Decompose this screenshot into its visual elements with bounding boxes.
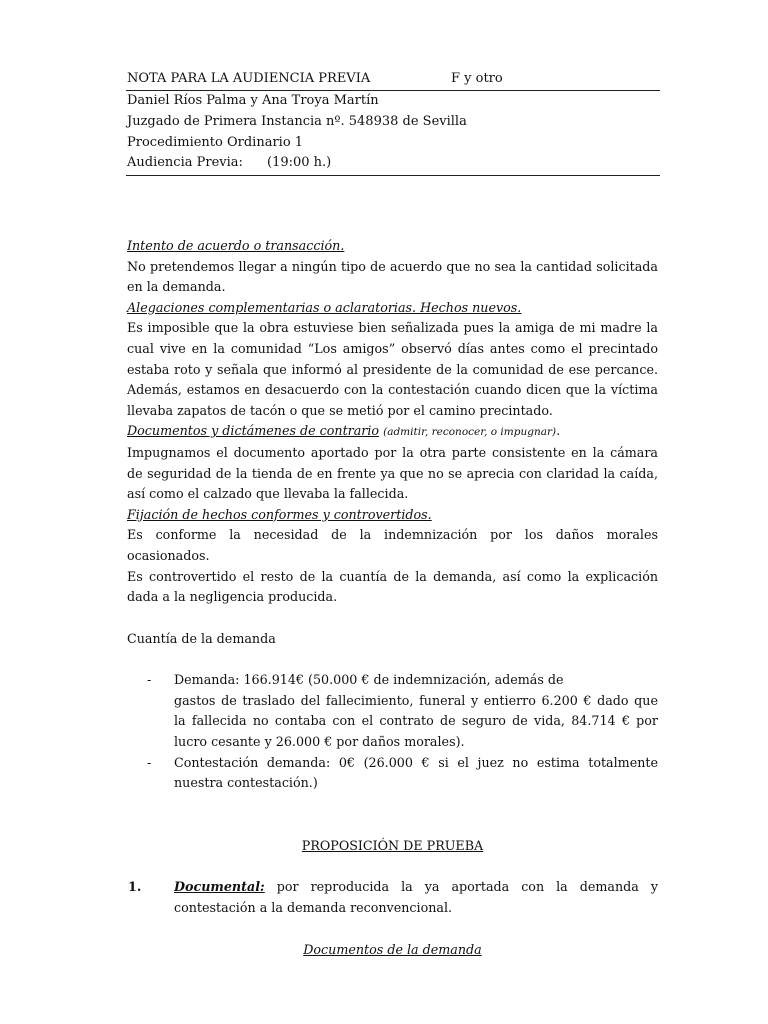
court-name: Juzgado de Primera Instancia nº. 548938 de Sevilla: [127, 114, 467, 129]
evidence-line-2: contestación a la demanda reconvencional.: [174, 900, 453, 916]
evidence-item-label: Documental:: [174, 879, 265, 895]
spacer: [127, 856, 658, 877]
section-heading-evidence: PROPOSICIÓN DE PRUEBA: [301, 837, 484, 853]
hearing-time: (19:00 h.): [267, 155, 332, 170]
amount-item-claim: [127, 670, 658, 752]
agreement-line-1: No pretendemos llegar a ningún tipo de acuerdo que no sea la cantidad solicitada: [127, 258, 658, 274]
spacer: [127, 608, 658, 629]
claim-line-4: lucro cesante y 26.000 € por daños morales).: [174, 734, 465, 750]
section-heading-allegations: Alegaciones complementarias o aclaratorias. Hechos nuevos.: [127, 299, 522, 315]
section-heading-facts: Fijación de hechos conformes y controvertidos.: [127, 506, 432, 522]
documents-heading-note: (admitir, reconocer, o impugnar): [383, 426, 557, 439]
allegations-line-5: llevaba zapatos de tacón o que se metió por el camino precintado.: [127, 402, 553, 418]
claim-line-1: Demanda: 166.914€ (50.000 € de indemnización, además de: [174, 672, 564, 688]
list-dash: -: [147, 754, 152, 770]
amount-item-answer: [127, 753, 658, 794]
document-title: NOTA PARA LA AUDIENCIA PREVIA: [127, 71, 371, 86]
allegations-line-1: Es imposible que la obra estuviese bien señalizada pues la amiga de mi madre la: [127, 320, 658, 336]
header-rule-bottom: [126, 175, 660, 176]
hearing-label: Audiencia Previa:: [127, 155, 243, 170]
answer-line-2: nuestra contestación.): [174, 775, 318, 791]
evidence-line-1: [174, 877, 658, 898]
allegations-line-3: estaba roto y señala que informó al presidente de la comunidad de ese percance.: [127, 361, 658, 377]
spacer: [127, 649, 658, 670]
evidence-item-number: 1.: [128, 879, 142, 895]
section-heading-documents: [127, 421, 658, 443]
section-heading-agreement: Intento de acuerdo o transacción.: [127, 238, 345, 253]
evidence-item-1: [127, 877, 658, 918]
agreement-line-2: en la demanda.: [127, 279, 226, 295]
spacer: [127, 815, 658, 836]
list-dash: -: [147, 672, 152, 688]
spacer: [127, 919, 658, 940]
evidence-line-1-text: por reproducida la ya aportada con la demanda y: [264, 879, 658, 895]
section-heading-amount: Cuantía de la demanda: [127, 630, 276, 646]
parties-names: Daniel Ríos Palma y Ana Troya Martín: [127, 93, 379, 108]
allegations-line-4: Además, estamos en desacuerdo con la contestación cuando dicen que la víctima: [127, 382, 658, 398]
spacer: [127, 794, 658, 815]
facts-line-4: dada a la negligencia producida.: [127, 589, 338, 605]
claim-line-2: gastos de traslado del fallecimiento, funeral y entierro 6.200 € dado que: [174, 692, 658, 708]
document-body: [127, 236, 658, 960]
facts-line-3: Es controvertido el resto de la cuantía de la demanda, así como la explicación: [127, 568, 658, 584]
claim-line-3: la fallecida no contaba con el contrato de seguro de vida, 84.714 € por: [174, 713, 658, 729]
header-rule-top: [126, 90, 660, 91]
answer-line-1: Contestación demanda: 0€ (26.000 € si el juez no estima totalmente: [174, 754, 658, 770]
documents-line-2: de seguridad de la tienda de en frente ya que no se aprecia con claridad la caída,: [127, 465, 658, 481]
facts-line-1: Es conforme la necesidad de la indemnización por los daños morales: [127, 527, 658, 543]
procedure-name: Procedimiento Ordinario 1: [127, 135, 304, 150]
documents-heading-text: Documentos y dictámenes de contrario: [127, 423, 380, 439]
evidence-subheading: Documentos de la demanda: [303, 941, 482, 957]
documents-line-3: así como el calzado que llevaba la fallecida.: [127, 486, 409, 502]
parties-short: F y otro: [451, 71, 503, 86]
allegations-line-2: cual vive en la comunidad “Los amigos” observó días antes como el precintado: [127, 340, 658, 356]
documents-heading-end: .: [556, 423, 561, 439]
facts-line-2: ocasionados.: [127, 547, 210, 563]
documents-line-1: Impugnamos el documento aportado por la otra parte consistente en la cámara: [127, 444, 658, 460]
